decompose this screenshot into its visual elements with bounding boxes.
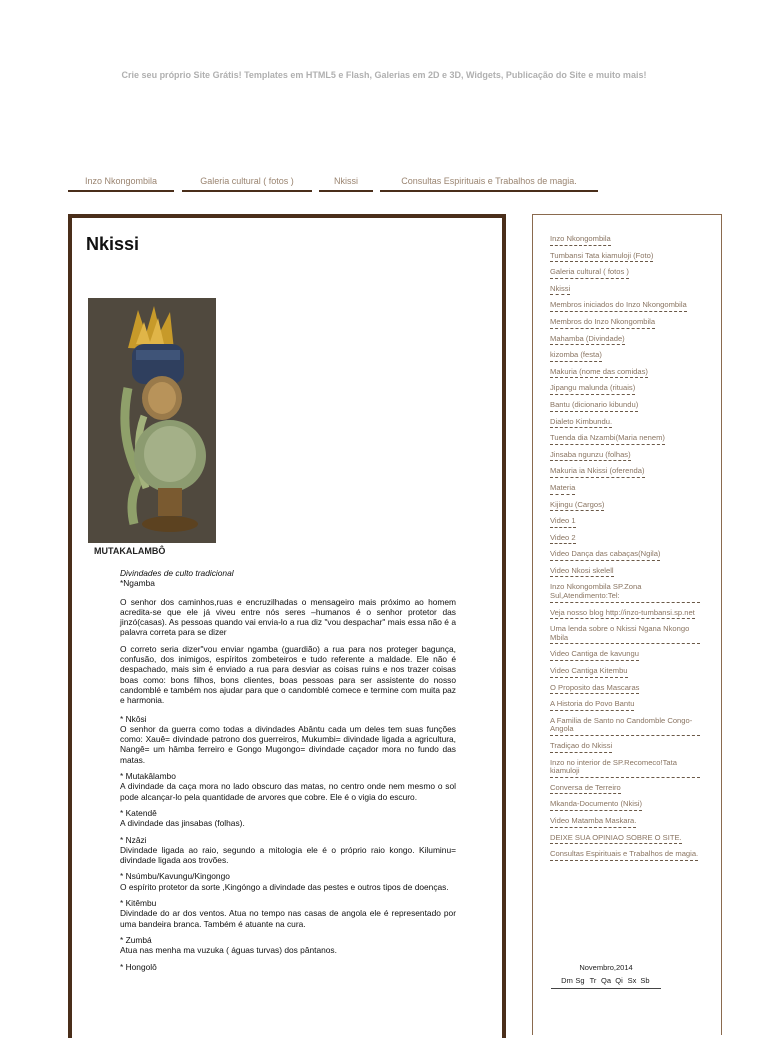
paragraph-ngamba-2: O correto seria dizer"vou enviar ngamba (guardião) a rua para nos proteger bagunça, confusão, dos inimigos, espíritos zombeteiros e tudo referente a maldade. Ele não é despachado, mais sim é enviado a rua para desviar as coisas ruins e nos trazer coisas boas como: bons filhos, bons clientes, boas pessoas para ser assistente do nosso candomblé e também nos ajudar para que o candomblé comece e termine com muita paz e harmonia. <box>120 643 456 706</box>
paragraph-zumba: * Zumbá Atua nas menha ma vuzuka ( águas turvas) dos pântanos. <box>120 934 337 956</box>
nav-galeria-cultural[interactable]: Galeria cultural ( fotos ) <box>182 170 312 192</box>
page-title: Nkissi <box>86 234 140 254</box>
sidebar-link[interactable]: Video 1 <box>550 517 576 528</box>
calendar-weekday: Sx <box>627 976 637 985</box>
sidebar-link[interactable]: Uma lenda sobre o Nkissi Ngana Nkongo Mbila <box>550 625 700 644</box>
sidebar-link[interactable]: Galeria cultural ( fotos ) <box>550 268 629 279</box>
paragraph-nsumbu: * Nsúmbu/Kavungu/Kingongo O espírito protetor da sorte ,Kingóngo a divindade das pestes e outros tipos de doenças. <box>120 871 449 892</box>
calendar-month: Novembro,2014 <box>579 963 633 972</box>
sidebar-link[interactable]: Kijingu (Cargos) <box>550 501 604 512</box>
sidebar-link[interactable]: Tradiçao do Nkissi <box>550 742 612 753</box>
sidebar-link[interactable]: Video 2 <box>550 534 576 545</box>
main-content-panel <box>68 214 506 1038</box>
sidebar-link[interactable]: Membros do Inzo Nkongombila <box>550 318 655 329</box>
sidebar-link[interactable]: Jipangu malunda (rituais) <box>550 384 635 395</box>
sidebar-link[interactable]: Makuria ia Nkissi (oferenda) <box>550 467 645 478</box>
sidebar-link[interactable]: Nkissi <box>550 285 570 296</box>
sidebar-link[interactable]: Inzo Nkongombila SP.Zona Sul,Atendimento:Tel: <box>550 583 700 602</box>
sidebar-link[interactable]: Video Matamba Maskara. <box>550 817 636 828</box>
nav-consultas-espirituais[interactable]: Consultas Espirituais e Trabalhos de magia. <box>380 170 598 192</box>
sidebar-link[interactable]: Mahamba (Divindade) <box>550 335 625 346</box>
sidebar-link[interactable]: DEIXE SUA OPINIAO SOBRE O SITE. <box>550 834 682 845</box>
sidebar-link[interactable]: Materia <box>550 484 575 495</box>
sidebar-link[interactable]: kizomba (festa) <box>550 351 602 362</box>
paragraph-mutakalambo: * Mutakâlambo A divindade da caça mora no lado obscuro das matas, no centro onde nem mesmo o sol pode alcançar-lo pela quantidade de arvores que cobre. Ele é o vigia do escuro. <box>120 771 456 802</box>
calendar-weekday: Qa <box>600 976 611 985</box>
calendar-divider <box>551 988 661 989</box>
sidebar-link[interactable]: Video Cantiga de kavungu <box>550 650 639 661</box>
mutakalambo-statue-image <box>88 298 216 560</box>
calendar-weekday: Qi <box>615 976 623 985</box>
image-caption: Divindades de culto tradicional <box>120 568 234 578</box>
sidebar-link[interactable]: Inzo no interior de SP.Recomeco!Tata kiamuloji <box>550 759 700 778</box>
sidebar-link[interactable]: Veja nosso blog http://inzo-tumbansi.sp.net <box>550 609 695 620</box>
calendar-widget <box>551 963 661 989</box>
sidebar-link[interactable]: Consultas Espirituais e Trabalhos de magia. <box>550 850 698 861</box>
sidebar-link[interactable]: Makuria (nome das comidas) <box>550 368 648 379</box>
article-text <box>120 568 456 978</box>
image-label: MUTAKALAMBÔ <box>94 546 166 556</box>
paragraph-hongolo: * Hongolô <box>120 961 157 972</box>
sidebar-link[interactable]: Tuenda dia Nzambi(Maria nenem) <box>550 434 665 445</box>
paragraph-nzazi: * Nzâzi Divindade ligada ao raio, segundo a mitologia ele é o próprio raio kongo. Kiluminu= divindade ligada aos trovões. <box>120 834 456 866</box>
calendar-weekday: Sb <box>640 976 650 985</box>
paragraph-kitembu: * Kitêmbu Divindade do ar dos ventos. Atua no tempo nas casas de angola ele é representado por uma bandeira branca. Também é atuante na cura. <box>120 898 456 929</box>
calendar-weekday: Dm <box>561 976 573 985</box>
sidebar-link[interactable]: Mkanda-Documento (Nkisi) <box>550 800 642 811</box>
sidebar-link[interactable]: Conversa de Terreiro <box>550 784 621 795</box>
calendar-weekdays <box>551 976 661 985</box>
nav-nkissi[interactable]: Nkissi <box>319 170 373 192</box>
sidebar-link[interactable]: Jinsaba ngunzu (folhas) <box>550 451 631 462</box>
paragraph-ngamba-heading: *Ngamba <box>120 578 155 589</box>
calendar-weekday: Sg <box>575 976 585 985</box>
paragraph-ngamba-1: O senhor dos caminhos,ruas e encruzilhadas o mensageiro mais próximo ao homem acredita-se que ele já viveu entre nós seres –humanos é o senhor protetor das jinzó(casas). As pessoas quando vai envia-lo a rua diz "vou despachar" mais essa não é a palavra correta para se dizer <box>120 596 456 638</box>
site-builder-promo[interactable]: Crie seu próprio Site Grátis! Templates em HTML5 e Flash, Galerias em 2D e 3D, Widgets, Publicação do Site e muito mais! <box>121 70 647 80</box>
sidebar-link[interactable]: Video Dança das cabaças(Ngila) <box>550 550 660 561</box>
sidebar-menu <box>532 214 722 1035</box>
paragraph-katende: * Katendê A divindade das jinsabas (folhas). <box>120 807 245 829</box>
calendar-weekday: Tr <box>589 976 597 985</box>
sidebar-link[interactable]: Dialeto Kimbundu. <box>550 418 612 429</box>
paragraph-nkosi: * Nkôsi O senhor da guerra como todas a divindades Abântu cada um deles tem suas funções como: Xauê= divindade patrono dos guerreiros, Mukumbi= divindade ligada a agricultura, Nangê= um hâmba ferreiro e Gongo Mugongo= divindade caçador mora no fundo das matas. <box>120 713 456 765</box>
nav-inzo-nkongombila[interactable]: Inzo Nkongombila <box>68 170 174 192</box>
sidebar-link[interactable]: Tumbansi Tata kiamuloji (Foto) <box>550 252 653 263</box>
sidebar-link[interactable]: Bantu (dicionario kibundu) <box>550 401 638 412</box>
sidebar-link[interactable]: Membros iniciados do Inzo Nkongombila <box>550 301 687 312</box>
sidebar-link[interactable]: A Familia de Santo no Candomble Congo-Angola <box>550 717 700 736</box>
sidebar-link[interactable]: Inzo Nkongombila <box>550 235 611 246</box>
sidebar-link[interactable]: O Proposito das Mascaras <box>550 684 639 695</box>
sidebar-link-list <box>550 235 700 867</box>
sidebar-link[interactable]: Video Nkosi skelell <box>550 567 614 578</box>
sidebar-link[interactable]: A Historia do Povo Bantu <box>550 700 634 711</box>
sidebar-link[interactable]: Video Cantiga Kitembu <box>550 667 628 678</box>
